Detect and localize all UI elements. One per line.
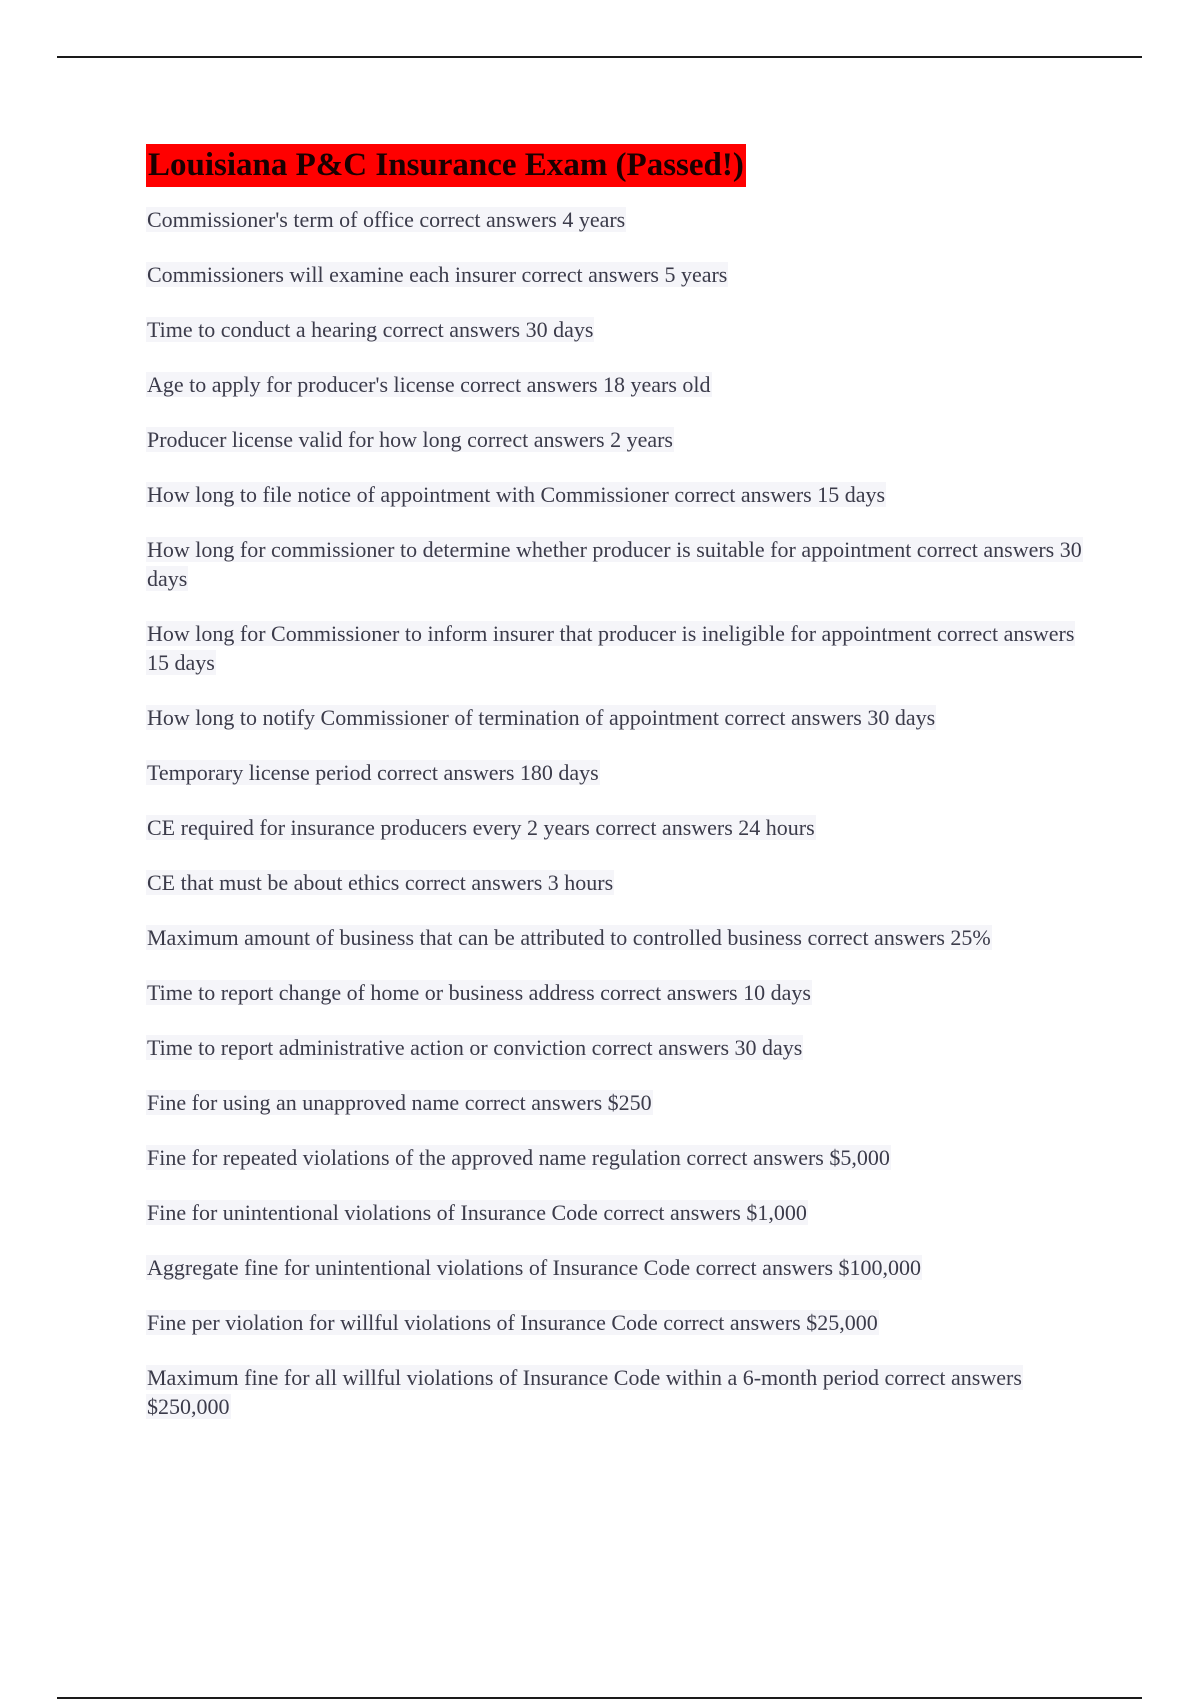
qa-item [146, 813, 1096, 842]
qa-item [146, 205, 1096, 234]
qa-text: Maximum fine for all willful violations of Insurance Code within a 6-month period correct answers $250,000 [147, 1365, 1022, 1419]
qa-item [146, 1253, 1096, 1282]
document-title: Louisiana P&C Insurance Exam (Passed!) [146, 144, 746, 187]
qa-text: Fine per violation for willful violations of Insurance Code correct answers $25,000 [147, 1310, 878, 1335]
qa-text: How long to notify Commissioner of termination of appointment correct answers 30 days [147, 705, 936, 730]
qa-item [146, 260, 1096, 289]
qa-item [146, 1308, 1096, 1337]
qa-item [146, 1198, 1096, 1227]
qa-text: Commissioner's term of office correct answers 4 years [147, 207, 626, 232]
qa-item [146, 1143, 1096, 1172]
qa-text: CE that must be about ethics correct answers 3 hours [147, 870, 614, 895]
qa-text: Age to apply for producer's license correct answers 18 years old [147, 372, 711, 397]
qa-item [146, 1033, 1096, 1062]
qa-text: Fine for unintentional violations of Insurance Code correct answers $1,000 [147, 1200, 807, 1225]
qa-item [146, 480, 1096, 509]
qa-text: How long for Commissioner to inform insurer that producer is ineligible for appointment correct answers 15 days [147, 621, 1075, 675]
qa-item [146, 370, 1096, 399]
bottom-rule [57, 1697, 1142, 1699]
qa-text: Fine for using an unapproved name correct answers $250 [147, 1090, 652, 1115]
qa-text: Time to report change of home or business address correct answers 10 days [147, 980, 811, 1005]
qa-text: Aggregate fine for unintentional violations of Insurance Code correct answers $100,000 [147, 1255, 922, 1280]
qa-item [146, 315, 1096, 344]
qa-item [146, 923, 1096, 952]
qa-item [146, 758, 1096, 787]
qa-item [146, 619, 1096, 677]
qa-text: Maximum amount of business that can be attributed to controlled business correct answers 25% [147, 925, 991, 950]
qa-item [146, 535, 1096, 593]
qa-text: Fine for repeated violations of the approved name regulation correct answers $5,000 [147, 1145, 890, 1170]
qa-text: How long for commissioner to determine whether producer is suitable for appointment correct answers 30 days [147, 537, 1082, 591]
qa-item [146, 703, 1096, 732]
qa-item [146, 1088, 1096, 1117]
qa-item [146, 978, 1096, 1007]
qa-text: Time to report administrative action or conviction correct answers 30 days [147, 1035, 803, 1060]
qa-list [146, 205, 1096, 1421]
qa-item [146, 425, 1096, 454]
top-rule [57, 56, 1142, 58]
qa-text: CE required for insurance producers every 2 years correct answers 24 hours [147, 815, 815, 840]
qa-text: Commissioners will examine each insurer correct answers 5 years [147, 262, 728, 287]
qa-item [146, 868, 1096, 897]
qa-text: Time to conduct a hearing correct answers 30 days [147, 317, 594, 342]
qa-text: Temporary license period correct answers 180 days [147, 760, 599, 785]
qa-text: How long to file notice of appointment with Commissioner correct answers 15 days [147, 482, 886, 507]
qa-text: Producer license valid for how long correct answers 2 years [147, 427, 673, 452]
qa-item [146, 1363, 1096, 1421]
document-body [146, 144, 1096, 1447]
